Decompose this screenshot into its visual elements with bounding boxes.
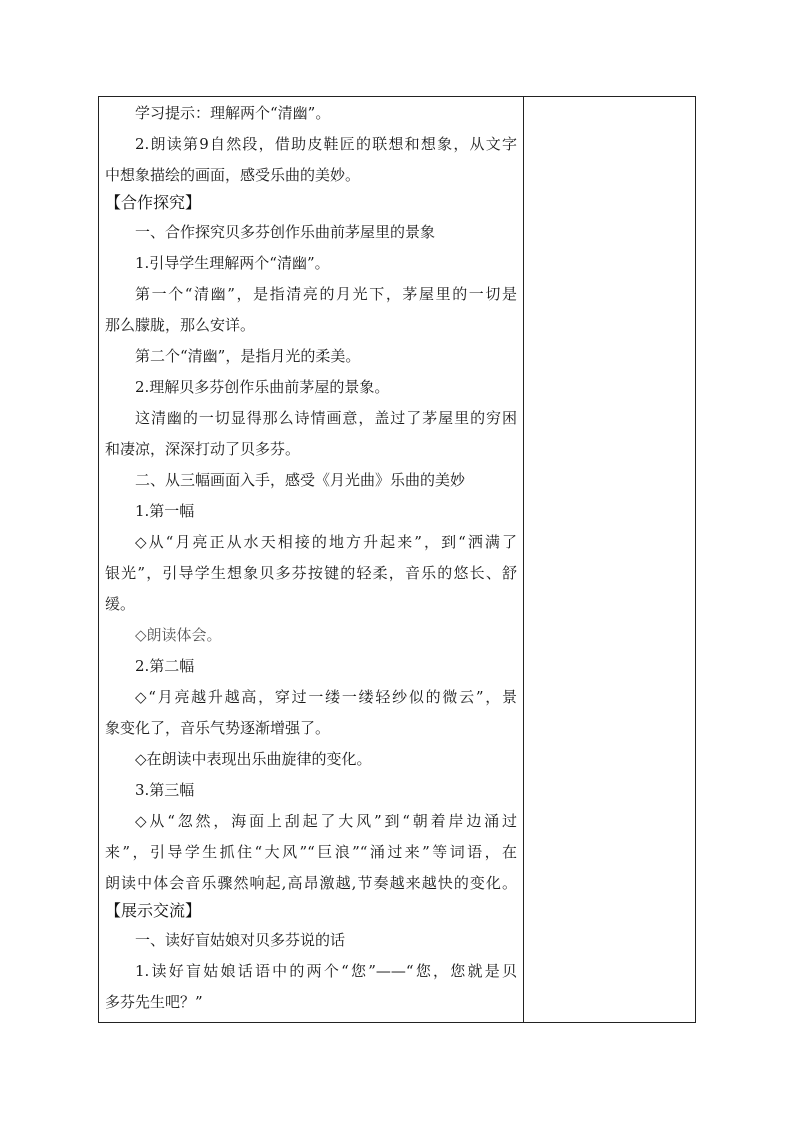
text-line: [105, 495, 517, 526]
text-line: [105, 402, 517, 433]
text-line: [105, 247, 517, 278]
text-line: [105, 371, 517, 402]
line-text: 1.第一幅: [135, 501, 195, 520]
text-line: [105, 309, 517, 340]
text-line: [105, 159, 517, 190]
line-text: 【合作探究】: [105, 193, 202, 212]
text-line: [105, 526, 517, 557]
line-text: 那么朦胧，那么安详。: [105, 315, 256, 334]
line-text: 【展示交流】: [105, 901, 202, 920]
text-line: [105, 986, 517, 1017]
text-line: [105, 97, 517, 128]
text-line: [105, 743, 517, 774]
section-heading: [105, 190, 517, 216]
text-line: [105, 278, 517, 309]
line-text: 朗读中体会音乐骤然响起,高昂激越,节奏越来越快的变化。: [105, 873, 517, 892]
text-line: [105, 619, 517, 650]
line-text: 第二个“清幽”，是指月光的柔美。: [135, 346, 361, 365]
line-text: ◇“月亮越升越高，穿过一缕一缕轻纱似的微云”，景: [135, 687, 517, 706]
line-text: 多芬先生吧？”: [105, 992, 203, 1011]
line-text: ◇在朗读中表现出乐曲旋律的变化。: [135, 749, 372, 768]
line-text: 1.引导学生理解两个“清幽”。: [135, 253, 330, 272]
text-line: [105, 433, 517, 464]
lesson-table: [98, 96, 696, 1023]
line-text: 3.第三幅: [135, 780, 195, 799]
line-text: 2.第二幅: [135, 656, 195, 675]
line-text: 来”，引导学生抓住“大风”“巨浪”“涌过来”等词语，在: [105, 842, 517, 861]
text-line: [105, 774, 517, 805]
text-line: [105, 216, 517, 247]
text-line: [105, 128, 517, 159]
text-line: [105, 836, 517, 867]
text-line: [105, 588, 517, 619]
line-text: 第一个“清幽”，是指清亮的月光下，茅屋里的一切是: [135, 284, 517, 303]
text-line: [105, 557, 517, 588]
line-text: 1.读好盲姑娘话语中的两个“您”——“您，您就是贝: [135, 961, 517, 980]
text-line: [105, 681, 517, 712]
line-text: ◇从“忽然，海面上刮起了大风”到“朝着岸边涌过: [135, 811, 517, 830]
line-text: 这清幽的一切显得那么诗情画意，盖过了茅屋里的穷困: [135, 408, 517, 427]
line-text: 和凄凉，深深打动了贝多芬。: [105, 439, 301, 458]
text-line: [105, 650, 517, 681]
line-text: 一、合作探究贝多芬创作乐曲前茅屋里的景象: [135, 222, 436, 241]
line-text: 学习提示：理解两个“清幽”。: [135, 103, 331, 122]
text-line: [105, 712, 517, 743]
line-text: ◇从“月亮正从水天相接的地方升起来”，到“洒满了: [135, 532, 517, 551]
lesson-content: [105, 97, 517, 1017]
text-line: [105, 805, 517, 836]
text-line: [105, 464, 517, 495]
text-line: [105, 340, 517, 371]
column-divider: [523, 97, 524, 1022]
line-text: 中想象描绘的画面，感受乐曲的美妙。: [105, 165, 361, 184]
text-line: [105, 867, 517, 898]
line-text: 象变化了，音乐气势逐渐增强了。: [105, 718, 331, 737]
line-text: 2.理解贝多芬创作乐曲前茅屋的景象。: [135, 377, 390, 396]
line-text: 一、读好盲姑娘对贝多芬说的话: [135, 930, 346, 949]
line-text: 2.朗读第9自然段，借助皮鞋匠的联想和想象，从文字: [135, 134, 517, 153]
line-text: 银光”，引导学生想象贝多芬按键的轻柔，音乐的悠长、舒: [105, 563, 517, 582]
text-line: [105, 955, 517, 986]
text-line: [105, 924, 517, 955]
line-text: 缓。: [105, 594, 136, 613]
line-text: ◇朗读体会。: [135, 625, 222, 644]
section-heading: [105, 898, 517, 924]
line-text: 二、从三幅画面入手，感受《月光曲》乐曲的美妙: [135, 470, 466, 489]
